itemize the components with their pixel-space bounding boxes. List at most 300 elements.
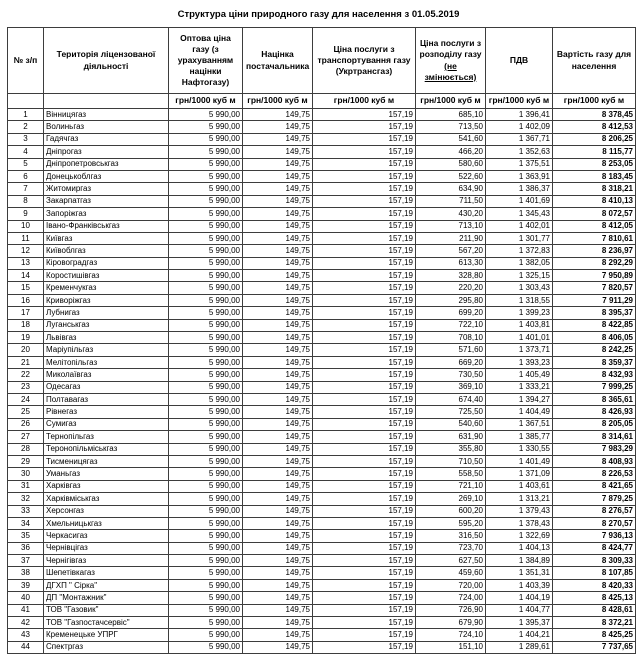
- cell-distribution-price: 459,60: [416, 567, 486, 579]
- cell-territory: Харківгаз: [44, 480, 169, 492]
- cell-wholesale-price: 5 990,00: [169, 183, 243, 195]
- cell-row-number: 4: [8, 146, 44, 158]
- table-row: [8, 530, 636, 542]
- unit-cell: грн/1000 куб м: [416, 94, 486, 109]
- cell-row-number: 31: [8, 480, 44, 492]
- cell-vat: 1 351,31: [486, 567, 553, 579]
- cell-row-number: 33: [8, 505, 44, 517]
- cell-transport-price: 157,19: [313, 393, 416, 405]
- cell-distribution-price: 295,80: [416, 294, 486, 306]
- cell-territory: Коростишівгаз: [44, 270, 169, 282]
- cell-row-number: 9: [8, 208, 44, 220]
- table-row: [8, 542, 636, 554]
- table-row: [8, 307, 636, 319]
- cell-transport-price: 157,19: [313, 468, 416, 480]
- header-wholesale-price: Оптова ціна газу (з урахуванням націнки Нафтогазу): [169, 28, 243, 94]
- table-row: [8, 455, 636, 467]
- cell-distribution-price: 151,10: [416, 641, 486, 653]
- table-header: [8, 28, 636, 109]
- cell-distribution-price: 725,50: [416, 406, 486, 418]
- cell-transport-price: 157,19: [313, 629, 416, 641]
- cell-territory: Миколаївгаз: [44, 369, 169, 381]
- cell-vat: 1 372,83: [486, 245, 553, 257]
- cell-total-price: 8 292,29: [553, 257, 636, 269]
- cell-row-number: 23: [8, 381, 44, 393]
- cell-transport-price: 157,19: [313, 319, 416, 331]
- cell-vat: 1 318,55: [486, 294, 553, 306]
- cell-distribution-price: 269,10: [416, 493, 486, 505]
- cell-row-number: 11: [8, 232, 44, 244]
- cell-territory: Лубнигаз: [44, 307, 169, 319]
- cell-supplier-markup: 149,75: [243, 443, 313, 455]
- cell-territory: ТОВ "Газовик": [44, 604, 169, 616]
- page: [0, 9, 637, 654]
- cell-territory: Дніпрогаз: [44, 146, 169, 158]
- cell-transport-price: 157,19: [313, 406, 416, 418]
- cell-distribution-price: 580,60: [416, 158, 486, 170]
- cell-vat: 1 401,69: [486, 195, 553, 207]
- cell-distribution-price: 430,20: [416, 208, 486, 220]
- table-row: [8, 555, 636, 567]
- cell-vat: 1 322,69: [486, 530, 553, 542]
- cell-transport-price: 157,19: [313, 455, 416, 467]
- cell-row-number: 39: [8, 579, 44, 591]
- cell-vat: 1 363,91: [486, 170, 553, 182]
- cell-distribution-price: 600,20: [416, 505, 486, 517]
- cell-supplier-markup: 149,75: [243, 158, 313, 170]
- cell-total-price: 8 309,33: [553, 555, 636, 567]
- cell-supplier-markup: 149,75: [243, 170, 313, 182]
- cell-total-price: 8 205,05: [553, 418, 636, 430]
- cell-wholesale-price: 5 990,00: [169, 294, 243, 306]
- cell-transport-price: 157,19: [313, 542, 416, 554]
- cell-distribution-price: 674,40: [416, 393, 486, 405]
- cell-distribution-price: 631,90: [416, 431, 486, 443]
- cell-distribution-price: 720,00: [416, 579, 486, 591]
- cell-total-price: 8 365,61: [553, 393, 636, 405]
- cell-territory: Сумигаз: [44, 418, 169, 430]
- cell-total-price: 8 428,61: [553, 604, 636, 616]
- cell-row-number: 25: [8, 406, 44, 418]
- cell-total-price: 8 183,45: [553, 170, 636, 182]
- cell-transport-price: 157,19: [313, 270, 416, 282]
- cell-vat: 1 352,63: [486, 146, 553, 158]
- header-distribution-note: (не змінюється): [424, 60, 477, 82]
- cell-wholesale-price: 5 990,00: [169, 319, 243, 331]
- cell-wholesale-price: 5 990,00: [169, 629, 243, 641]
- cell-transport-price: 157,19: [313, 381, 416, 393]
- cell-distribution-price: 724,00: [416, 592, 486, 604]
- header-row: [8, 28, 636, 94]
- table-row: [8, 245, 636, 257]
- cell-distribution-price: 708,10: [416, 332, 486, 344]
- table-row: [8, 393, 636, 405]
- cell-row-number: 32: [8, 493, 44, 505]
- cell-wholesale-price: 5 990,00: [169, 381, 243, 393]
- cell-total-price: 8 424,77: [553, 542, 636, 554]
- cell-vat: 1 384,89: [486, 555, 553, 567]
- cell-transport-price: 157,19: [313, 530, 416, 542]
- cell-total-price: 7 820,57: [553, 282, 636, 294]
- cell-row-number: 10: [8, 220, 44, 232]
- cell-supplier-markup: 149,75: [243, 468, 313, 480]
- cell-supplier-markup: 149,75: [243, 629, 313, 641]
- cell-row-number: 21: [8, 356, 44, 368]
- cell-territory: Тернопільгаз: [44, 431, 169, 443]
- table-row: [8, 356, 636, 368]
- cell-territory: Донецькоблгаз: [44, 170, 169, 182]
- cell-row-number: 20: [8, 344, 44, 356]
- cell-territory: Уманьгаз: [44, 468, 169, 480]
- table-row: [8, 332, 636, 344]
- cell-wholesale-price: 5 990,00: [169, 270, 243, 282]
- cell-territory: Запоріжгаз: [44, 208, 169, 220]
- cell-wholesale-price: 5 990,00: [169, 146, 243, 158]
- cell-vat: 1 404,49: [486, 406, 553, 418]
- cell-distribution-price: 711,50: [416, 195, 486, 207]
- cell-row-number: 38: [8, 567, 44, 579]
- cell-total-price: 8 270,57: [553, 517, 636, 529]
- cell-total-price: 8 253,05: [553, 158, 636, 170]
- cell-transport-price: 157,19: [313, 344, 416, 356]
- cell-row-number: 34: [8, 517, 44, 529]
- cell-vat: 1 367,71: [486, 133, 553, 145]
- table-row: [8, 629, 636, 641]
- table-row: [8, 505, 636, 517]
- cell-row-number: 37: [8, 555, 44, 567]
- cell-total-price: 8 206,25: [553, 133, 636, 145]
- cell-supplier-markup: 149,75: [243, 232, 313, 244]
- cell-supplier-markup: 149,75: [243, 381, 313, 393]
- table-row: [8, 282, 636, 294]
- cell-row-number: 27: [8, 431, 44, 443]
- cell-distribution-price: 669,20: [416, 356, 486, 368]
- cell-row-number: 35: [8, 530, 44, 542]
- cell-row-number: 8: [8, 195, 44, 207]
- cell-vat: 1 373,71: [486, 344, 553, 356]
- table-row: [8, 604, 636, 616]
- cell-row-number: 24: [8, 393, 44, 405]
- cell-territory: Луганськгаз: [44, 319, 169, 331]
- cell-transport-price: 157,19: [313, 505, 416, 517]
- cell-total-price: 8 406,05: [553, 332, 636, 344]
- cell-supplier-markup: 149,75: [243, 592, 313, 604]
- cell-vat: 1 405,49: [486, 369, 553, 381]
- cell-vat: 1 386,37: [486, 183, 553, 195]
- cell-row-number: 30: [8, 468, 44, 480]
- cell-transport-price: 157,19: [313, 493, 416, 505]
- cell-supplier-markup: 149,75: [243, 505, 313, 517]
- cell-wholesale-price: 5 990,00: [169, 369, 243, 381]
- cell-supplier-markup: 149,75: [243, 356, 313, 368]
- cell-wholesale-price: 5 990,00: [169, 232, 243, 244]
- cell-row-number: 1: [8, 109, 44, 121]
- cell-supplier-markup: 149,75: [243, 319, 313, 331]
- cell-total-price: 8 072,57: [553, 208, 636, 220]
- cell-row-number: 2: [8, 121, 44, 133]
- header-total-price: Вартість газу для населення: [553, 28, 636, 94]
- cell-vat: 1 375,51: [486, 158, 553, 170]
- cell-row-number: 22: [8, 369, 44, 381]
- cell-row-number: 7: [8, 183, 44, 195]
- cell-row-number: 40: [8, 592, 44, 604]
- cell-vat: 1 404,19: [486, 592, 553, 604]
- cell-distribution-price: 595,20: [416, 517, 486, 529]
- cell-total-price: 8 425,25: [553, 629, 636, 641]
- cell-transport-price: 157,19: [313, 641, 416, 653]
- cell-vat: 1 399,23: [486, 307, 553, 319]
- cell-vat: 1 393,23: [486, 356, 553, 368]
- cell-row-number: 3: [8, 133, 44, 145]
- cell-row-number: 15: [8, 282, 44, 294]
- cell-supplier-markup: 149,75: [243, 183, 313, 195]
- cell-vat: 1 367,51: [486, 418, 553, 430]
- table-row: [8, 133, 636, 145]
- cell-territory: Шепетівкагаз: [44, 567, 169, 579]
- cell-supplier-markup: 149,75: [243, 617, 313, 629]
- cell-row-number: 41: [8, 604, 44, 616]
- cell-territory: Херсонгаз: [44, 505, 169, 517]
- cell-territory: ТОВ "Газпостачсервіс": [44, 617, 169, 629]
- cell-distribution-price: 613,30: [416, 257, 486, 269]
- cell-supplier-markup: 149,75: [243, 406, 313, 418]
- table-row: [8, 232, 636, 244]
- cell-vat: 1 301,77: [486, 232, 553, 244]
- cell-transport-price: 157,19: [313, 257, 416, 269]
- cell-supplier-markup: 149,75: [243, 109, 313, 121]
- table-row: [8, 431, 636, 443]
- cell-total-price: 7 936,13: [553, 530, 636, 542]
- cell-distribution-price: 558,50: [416, 468, 486, 480]
- unit-cell: грн/1000 куб м: [313, 94, 416, 109]
- cell-transport-price: 157,19: [313, 282, 416, 294]
- cell-supplier-markup: 149,75: [243, 121, 313, 133]
- cell-transport-price: 157,19: [313, 604, 416, 616]
- cell-transport-price: 157,19: [313, 517, 416, 529]
- cell-wholesale-price: 5 990,00: [169, 468, 243, 480]
- unit-cell: грн/1000 куб м: [169, 94, 243, 109]
- table-row: [8, 158, 636, 170]
- cell-transport-price: 157,19: [313, 183, 416, 195]
- cell-supplier-markup: 149,75: [243, 245, 313, 257]
- header-distribution-price-label: Ціна послуги з розподілу газу: [419, 38, 482, 60]
- cell-distribution-price: 710,50: [416, 455, 486, 467]
- cell-supplier-markup: 149,75: [243, 641, 313, 653]
- unit-cell: грн/1000 куб м: [243, 94, 313, 109]
- cell-vat: 1 404,77: [486, 604, 553, 616]
- cell-row-number: 29: [8, 455, 44, 467]
- cell-total-price: 8 412,53: [553, 121, 636, 133]
- cell-total-price: 7 911,29: [553, 294, 636, 306]
- cell-total-price: 8 276,57: [553, 505, 636, 517]
- cell-supplier-markup: 149,75: [243, 418, 313, 430]
- cell-distribution-price: 713,50: [416, 121, 486, 133]
- cell-wholesale-price: 5 990,00: [169, 307, 243, 319]
- cell-territory: Хмельницькгаз: [44, 517, 169, 529]
- cell-vat: 1 330,55: [486, 443, 553, 455]
- cell-row-number: 16: [8, 294, 44, 306]
- cell-row-number: 19: [8, 332, 44, 344]
- cell-row-number: 17: [8, 307, 44, 319]
- cell-vat: 1 382,05: [486, 257, 553, 269]
- cell-row-number: 13: [8, 257, 44, 269]
- cell-supplier-markup: 149,75: [243, 344, 313, 356]
- table-row: [8, 195, 636, 207]
- cell-wholesale-price: 5 990,00: [169, 344, 243, 356]
- cell-transport-price: 157,19: [313, 592, 416, 604]
- cell-vat: 1 403,39: [486, 579, 553, 591]
- cell-wholesale-price: 5 990,00: [169, 617, 243, 629]
- cell-transport-price: 157,19: [313, 617, 416, 629]
- cell-transport-price: 157,19: [313, 170, 416, 182]
- cell-transport-price: 157,19: [313, 307, 416, 319]
- cell-wholesale-price: 5 990,00: [169, 406, 243, 418]
- cell-vat: 1 402,09: [486, 121, 553, 133]
- table-row: [8, 319, 636, 331]
- cell-vat: 1 394,27: [486, 393, 553, 405]
- cell-distribution-price: 571,60: [416, 344, 486, 356]
- cell-transport-price: 157,19: [313, 369, 416, 381]
- cell-total-price: 8 242,25: [553, 344, 636, 356]
- cell-row-number: 14: [8, 270, 44, 282]
- cell-supplier-markup: 149,75: [243, 480, 313, 492]
- cell-vat: 1 404,21: [486, 629, 553, 641]
- cell-territory: Івано-Франківськгаз: [44, 220, 169, 232]
- cell-transport-price: 157,19: [313, 208, 416, 220]
- cell-transport-price: 157,19: [313, 220, 416, 232]
- page-title: Структура ціни природного газу для населення з 01.05.2019: [177, 9, 460, 20]
- table-row: [8, 220, 636, 232]
- table-row: [8, 493, 636, 505]
- cell-distribution-price: 567,20: [416, 245, 486, 257]
- cell-supplier-markup: 149,75: [243, 220, 313, 232]
- cell-row-number: 43: [8, 629, 44, 641]
- cell-vat: 1 401,01: [486, 332, 553, 344]
- cell-total-price: 8 432,93: [553, 369, 636, 381]
- cell-distribution-price: 522,60: [416, 170, 486, 182]
- cell-wholesale-price: 5 990,00: [169, 356, 243, 368]
- cell-transport-price: 157,19: [313, 555, 416, 567]
- cell-total-price: 8 420,33: [553, 579, 636, 591]
- cell-wholesale-price: 5 990,00: [169, 542, 243, 554]
- table-row: [8, 592, 636, 604]
- cell-supplier-markup: 149,75: [243, 257, 313, 269]
- cell-territory: Кременецьке УПРГ: [44, 629, 169, 641]
- cell-total-price: 8 412,05: [553, 220, 636, 232]
- header-supplier-markup: Націнка постачальника: [243, 28, 313, 94]
- cell-row-number: 44: [8, 641, 44, 653]
- cell-distribution-price: 211,90: [416, 232, 486, 244]
- cell-distribution-price: 723,70: [416, 542, 486, 554]
- cell-transport-price: 157,19: [313, 443, 416, 455]
- cell-distribution-price: 713,10: [416, 220, 486, 232]
- cell-vat: 1 395,37: [486, 617, 553, 629]
- header-row-number: № з/п: [8, 28, 44, 94]
- cell-total-price: 7 810,61: [553, 232, 636, 244]
- unit-cell-empty: [44, 94, 169, 109]
- cell-wholesale-price: 5 990,00: [169, 592, 243, 604]
- cell-transport-price: 157,19: [313, 195, 416, 207]
- table-row: [8, 443, 636, 455]
- cell-transport-price: 157,19: [313, 146, 416, 158]
- table-row: [8, 369, 636, 381]
- cell-wholesale-price: 5 990,00: [169, 493, 243, 505]
- cell-vat: 1 313,21: [486, 493, 553, 505]
- cell-territory: Вінницягаз: [44, 109, 169, 121]
- cell-wholesale-price: 5 990,00: [169, 257, 243, 269]
- cell-wholesale-price: 5 990,00: [169, 505, 243, 517]
- cell-supplier-markup: 149,75: [243, 542, 313, 554]
- cell-vat: 1 379,43: [486, 505, 553, 517]
- cell-distribution-price: 726,90: [416, 604, 486, 616]
- cell-distribution-price: 730,50: [416, 369, 486, 381]
- cell-total-price: 8 408,93: [553, 455, 636, 467]
- cell-distribution-price: 466,20: [416, 146, 486, 158]
- cell-row-number: 42: [8, 617, 44, 629]
- cell-total-price: 8 425,13: [553, 592, 636, 604]
- cell-wholesale-price: 5 990,00: [169, 641, 243, 653]
- cell-total-price: 8 378,45: [553, 109, 636, 121]
- cell-distribution-price: 685,10: [416, 109, 486, 121]
- cell-territory: Кременчукгаз: [44, 282, 169, 294]
- cell-territory: Мелітопільгаз: [44, 356, 169, 368]
- cell-distribution-price: 722,10: [416, 319, 486, 331]
- cell-transport-price: 157,19: [313, 431, 416, 443]
- cell-supplier-markup: 149,75: [243, 431, 313, 443]
- cell-territory: Маріупільгаз: [44, 344, 169, 356]
- cell-transport-price: 157,19: [313, 579, 416, 591]
- table-row: [8, 381, 636, 393]
- cell-territory: Спектргаз: [44, 641, 169, 653]
- cell-total-price: 7 950,89: [553, 270, 636, 282]
- cell-territory: Криворіжгаз: [44, 294, 169, 306]
- table-row: [8, 617, 636, 629]
- cell-supplier-markup: 149,75: [243, 555, 313, 567]
- cell-wholesale-price: 5 990,00: [169, 567, 243, 579]
- cell-row-number: 12: [8, 245, 44, 257]
- header-transport-price: Ціна послуги з транспортування газу (Укртрансгаз): [313, 28, 416, 94]
- cell-total-price: 8 226,53: [553, 468, 636, 480]
- cell-wholesale-price: 5 990,00: [169, 208, 243, 220]
- cell-distribution-price: 724,10: [416, 629, 486, 641]
- cell-supplier-markup: 149,75: [243, 270, 313, 282]
- cell-wholesale-price: 5 990,00: [169, 133, 243, 145]
- table-row: [8, 641, 636, 653]
- cell-wholesale-price: 5 990,00: [169, 418, 243, 430]
- cell-wholesale-price: 5 990,00: [169, 455, 243, 467]
- cell-distribution-price: 316,50: [416, 530, 486, 542]
- table-row: [8, 517, 636, 529]
- cell-supplier-markup: 149,75: [243, 393, 313, 405]
- cell-transport-price: 157,19: [313, 121, 416, 133]
- cell-total-price: 8 318,21: [553, 183, 636, 195]
- cell-transport-price: 157,19: [313, 109, 416, 121]
- cell-territory: Тисменицягаз: [44, 455, 169, 467]
- cell-wholesale-price: 5 990,00: [169, 220, 243, 232]
- cell-wholesale-price: 5 990,00: [169, 555, 243, 567]
- cell-territory: Черкасигаз: [44, 530, 169, 542]
- cell-distribution-price: 540,60: [416, 418, 486, 430]
- table-row: [8, 406, 636, 418]
- cell-wholesale-price: 5 990,00: [169, 170, 243, 182]
- cell-total-price: 8 359,37: [553, 356, 636, 368]
- cell-territory: Гадячгаз: [44, 133, 169, 145]
- cell-distribution-price: 699,20: [416, 307, 486, 319]
- gas-price-table: [7, 27, 636, 654]
- cell-total-price: 8 372,21: [553, 617, 636, 629]
- cell-row-number: 18: [8, 319, 44, 331]
- cell-wholesale-price: 5 990,00: [169, 393, 243, 405]
